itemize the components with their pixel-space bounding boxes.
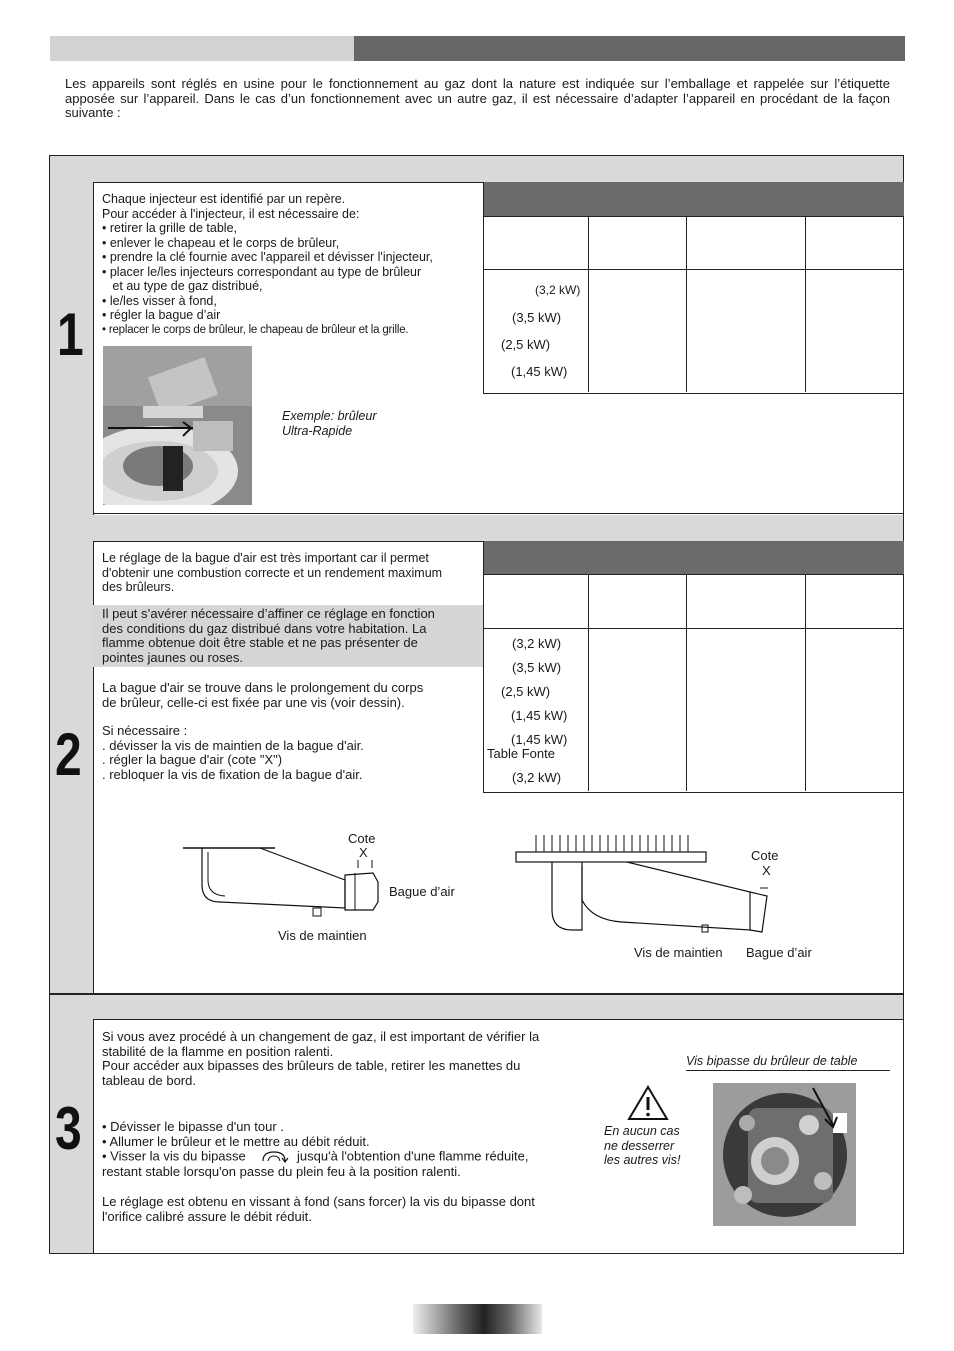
s2-line: pointes jaunes ou roses. [102,649,243,665]
s3-line-bypass [102,1149,592,1165]
power-value: (1,45 kW) [511,708,568,723]
s1-line: • retirer la grille de table, [102,221,237,235]
warning-line: ne desserrer [604,1138,675,1153]
s3-line: Pour accéder aux bipasses des brûleurs de table, retirer les manettes du [102,1058,521,1073]
power-value: (2,5 kW) [501,684,551,699]
table-row-line [484,574,904,575]
s3-line: l'orifice calibré assure le débit réduit. [102,1208,312,1224]
s2-line: flamme obtenue doit être stable et ne pas présenter de [102,635,418,650]
s2-line: . dévisser la vis de maintien de la bague d'air. [102,737,364,753]
s1-line: Pour accéder à l'injecteur, il est nécessaire de: [102,206,360,221]
s2-line: Le réglage de la bague d'air est très important car il permet [102,551,429,565]
caption-line: Exemple: brûleur [282,409,377,423]
s2-line: La bague d'air se trouve dans le prolongement du corps [102,680,424,695]
power-value: (2,5 kW) [501,337,551,352]
power-value: (3,5 kW) [512,310,562,325]
section2-table [483,541,904,793]
s3-bypass-text: jusqu'à l'obtention d'une flamme réduite, [297,1148,529,1164]
s2-line: Il peut s’avérer nécessaire d’affiner ce réglage en fonction [102,606,435,621]
section3-number: 3 [55,1095,82,1162]
section1-number: 1 [57,301,84,368]
vis-label-left: Vis de maintien [278,928,367,943]
cote-label-left: Cote [348,831,376,846]
section1-instructions [102,192,482,337]
s3-line: tableau de bord. [102,1072,196,1088]
table-col-line [805,216,806,392]
section2-p1 [102,551,482,595]
s1-line: • le/les visser à fond, [102,293,217,308]
section3-p1 [102,1030,589,1088]
warning-line: les autres vis! [604,1153,681,1167]
section2-p3 [102,681,482,710]
s3-line: • Dévisser le bipasse d'un tour . [102,1119,284,1134]
s1-line: • enlever le chapeau et le corps de brûleur, [102,235,340,250]
s2-line: . rebloquer la vis de fixation de la bague d'air. [102,766,363,782]
section1-band [93,156,903,183]
screw-rotate-icon [259,1149,289,1165]
s2-line: Si nécessaire : [102,723,188,738]
s1-line: • placer le/les injecteurs correspondant au type de brûleur [102,264,422,279]
table-fonte-label: Table Fonte [487,746,555,761]
s2-line: des brûleurs. [102,580,175,594]
s2-line: des conditions du gaz distribué dans votre habitation. La [102,620,427,636]
warning-icon [627,1085,669,1121]
s3-bypass-text: • Visser la vis du bipasse [102,1148,246,1164]
power-value: (1,45 kW) [511,364,568,379]
table-row-line [484,216,904,217]
section1-caption [282,409,377,438]
section3-p3 [102,1195,592,1224]
s1-line: • régler la bague d’air [102,308,221,322]
caption-line: Ultra-Rapide [282,423,353,438]
x-label-right: X [762,863,771,878]
bague-label-left: Bague d’air [389,884,455,899]
section2-p2 [102,607,470,665]
power-value: (1,45 kW) [511,732,568,747]
header-bar-dark [354,36,905,61]
s1-line: • prendre la clé fournie avec l'appareil et dévisser l'injecteur, [102,250,433,264]
s3-line: stabilité de la flamme en position ralenti. [102,1043,334,1059]
photo-caption: Vis bipasse du brûleur de table [686,1054,858,1068]
caption-underline [686,1070,890,1071]
s2-line: de brûleur, celle-ci est fixée par une vis (voir dessin). [102,694,405,710]
table-row-line [484,628,904,629]
table-col-line [686,216,687,392]
section1-table [483,182,904,394]
table-row-line [484,269,904,270]
bypass-photo [713,1083,856,1226]
x-label-left: X [359,845,368,860]
section2-p4 [102,724,482,782]
injector-photo [103,346,252,505]
header-bar-light [50,36,354,61]
page-number-tab [413,1304,542,1334]
table-col-line [588,574,589,791]
s1-line: et au type de gaz distribué, [102,279,263,293]
section2-number: 2 [55,721,82,788]
table-col-line [686,574,687,791]
section3-p2 [102,1120,592,1180]
power-value: (3,2 kW) [512,636,562,651]
vis-label-right: Vis de maintien [634,945,723,960]
burner-diagram-right [512,830,772,950]
s3-line: Si vous avez procédé à un changement de gaz, il est important de vérifier la [102,1029,540,1044]
s1-line: Chaque injecteur est identifié par un repère. [102,192,346,206]
warning-line: En aucun cas [604,1124,680,1138]
table-col-line [588,216,589,392]
s3-line: restant stable lorsqu'on passe du plein feu à la position ralenti. [102,1164,461,1179]
bague-label-right: Bague d’air [746,945,812,960]
warning-text [604,1124,680,1168]
power-value: (3,5 kW) [512,660,562,675]
cote-label-right: Cote [751,848,779,863]
section2-band [93,515,903,542]
table-col-line [805,574,806,791]
power-value: (3,2 kW) [512,770,562,785]
s2-line: d'obtenir une combustion correcte et un rendement maximum [102,565,443,580]
s2-line: . régler la bague d'air (cote "X") [102,752,283,767]
s3-line: Le réglage est obtenu en vissant à fond (sans forcer) la vis du bipasse dont [102,1194,535,1209]
intro-text: Les appareils sont réglés en usine pour le fonctionnement au gaz dont la nature est indiquée sur l’emballage et rappelée sur l’étiquette apposée sur l’appareil. Dans le cas d’un fonctionnement avec un autre gaz, il est nécessaire d’adapter l’appareil en procédant de la façon suivante : [65,76,890,120]
table-header [484,182,904,216]
section3-band [93,995,903,1020]
s3-line: • Allumer le brûleur et le mettre au débit réduit. [102,1133,370,1149]
table-header [484,541,904,574]
power-value: (3,2 kW) [535,283,581,297]
s1-line: • replacer le corps de brûleur, le chapeau de brûleur et la grille. [102,323,409,336]
